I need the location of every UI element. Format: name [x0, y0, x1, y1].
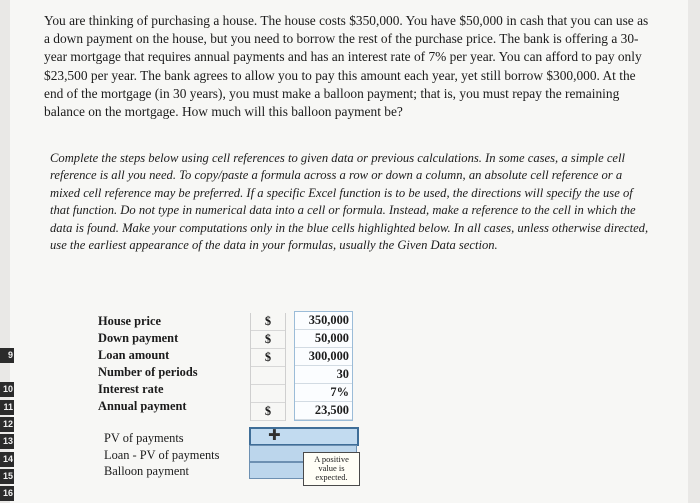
value-loan-amount[interactable]: 300,000	[295, 348, 352, 366]
row-header[interactable]: 13	[0, 434, 14, 449]
currency-cell[interactable]: $	[251, 331, 285, 349]
currency-cell[interactable]: $	[251, 349, 285, 367]
comment-note: A positive value is expected.	[303, 452, 360, 486]
row-header[interactable]: 11	[0, 400, 14, 415]
problem-statement: You are thinking of purchasing a house. The house costs $350,000. You have $50,000 in cash that you can use as a down payment on the house, but you need to borrow the rest of the purchase price. The bank is offering a 30-year mortgage that requires annual payments and has an interest rate of 7% per year. You can afford to pay only $23,500 per year. The bank agrees to allow you to pay this amount each year, yet still borrow $300,000. At the end of the mortgage (in 30 years), you must make a balloon payment; that is, you must repay the remaining balance on the mortgage. How much will this balloon payment be?	[44, 13, 649, 120]
label-loan-minus-pv: Loan - PV of payments	[104, 447, 220, 462]
currency-cell[interactable]	[251, 385, 285, 403]
row-header[interactable]: 12	[0, 417, 14, 432]
currency-cell[interactable]: $	[251, 403, 285, 421]
row-header[interactable]: 10	[0, 382, 14, 397]
pv-of-payments-cell[interactable]	[249, 427, 359, 446]
worksheet	[10, 0, 688, 503]
currency-cell[interactable]	[251, 367, 285, 385]
row-header[interactable]: 9	[0, 348, 14, 363]
label-pv-of-payments: PV of payments	[104, 431, 184, 445]
value-down-payment[interactable]: 50,000	[295, 330, 352, 348]
label-interest-rate: Interest rate	[98, 382, 164, 396]
calculation-labels	[104, 430, 219, 480]
label-house-price: House price	[98, 314, 161, 328]
value-house-price[interactable]: 350,000	[295, 312, 352, 330]
currency-column	[250, 313, 286, 421]
given-data-labels	[98, 313, 198, 415]
label-loan-amount: Loan amount	[98, 348, 170, 362]
label-balloon-payment: Balloon payment	[104, 464, 189, 478]
instructions-text: Complete the steps below using cell references to given data or previous calculations. In some cases, a simple cell reference is all you need. To copy/paste a formula across a row or down a column, an absolute cell reference or a mixed cell reference may be preferred. If a specific Excel function is to be used, the directions will specify the use of that function. Do not type in numerical data into a cell or formula. Instead, make a reference to the cell in which the data is found. Make your computations only in the blue cells highlighted below. In all cases, unless otherwise directed, use the earliest appearance of the data in your formulas, usually the Given Data section.	[50, 151, 649, 253]
currency-cell[interactable]: $	[251, 313, 285, 331]
label-down-payment: Down payment	[98, 331, 179, 345]
value-annual-payment[interactable]: 23,500	[295, 402, 352, 420]
row-header[interactable]: 14	[0, 452, 14, 467]
row-header[interactable]: 16	[0, 486, 14, 501]
cursor-crosshair-icon: ✚	[268, 426, 281, 444]
label-annual-payment: Annual payment	[98, 399, 187, 413]
label-number-of-periods: Number of periods	[98, 365, 198, 379]
row-header[interactable]: 15	[0, 469, 14, 484]
value-number-of-periods[interactable]: 30	[295, 366, 352, 384]
value-interest-rate[interactable]: 7%	[295, 384, 352, 402]
given-values-column	[294, 311, 353, 421]
